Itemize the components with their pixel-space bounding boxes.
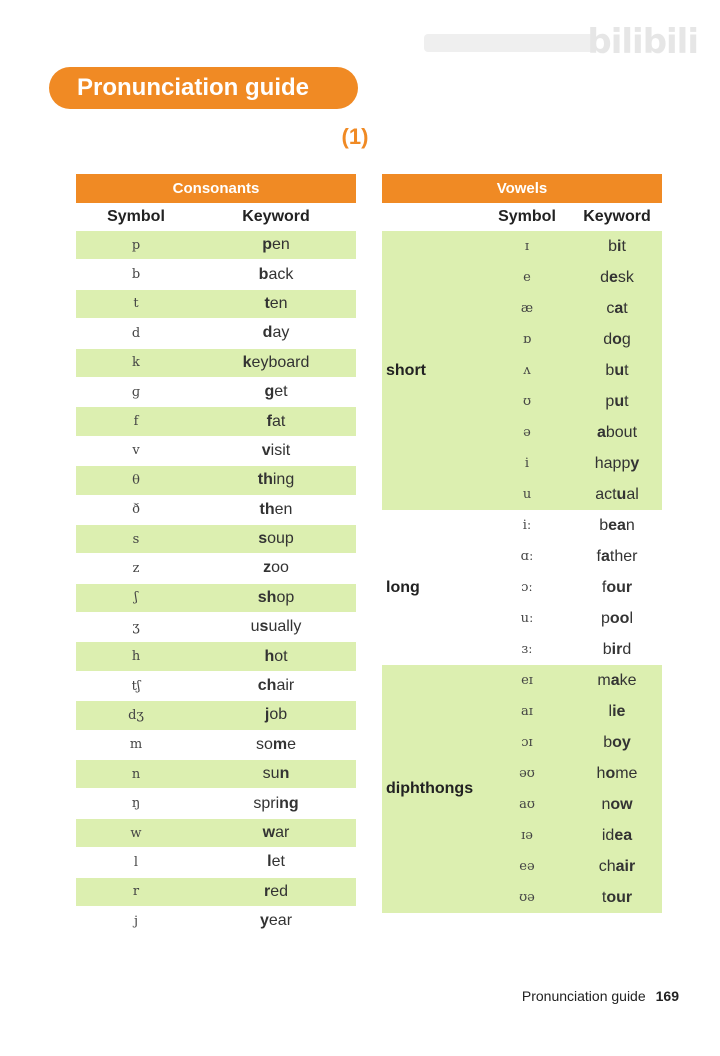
vowel-keyword: make <box>572 665 662 696</box>
consonant-row <box>76 554 356 583</box>
consonant-symbol: d <box>76 319 196 348</box>
watermark-blur <box>424 34 594 52</box>
vowel-keyword: but <box>572 355 662 386</box>
vowel-keyword: lie <box>572 696 662 727</box>
consonant-row <box>76 348 356 377</box>
page-footer <box>522 988 679 1004</box>
vowel-keyword: four <box>601 578 633 596</box>
consonant-keyword: get <box>196 377 356 406</box>
consonant-row <box>76 642 356 671</box>
consonant-symbol: p <box>76 231 196 260</box>
consonant-keyword: keyboard <box>196 348 356 377</box>
vowel-group-long: long <box>386 578 420 596</box>
consonant-row <box>76 231 356 260</box>
vowel-keyword: bird <box>602 640 632 658</box>
consonant-symbol: m <box>76 730 196 759</box>
consonant-symbol: ɡ <box>76 377 196 406</box>
consonant-symbol: h <box>76 642 196 671</box>
consonant-row <box>76 760 356 789</box>
consonant-row <box>76 613 356 642</box>
vowel-symbol: ɑː <box>520 549 534 564</box>
consonants-symbol-heading: Symbol <box>107 208 165 225</box>
vowel-keyword: now <box>572 789 662 820</box>
vowel-row <box>382 510 662 541</box>
consonant-keyword: fat <box>196 407 356 436</box>
consonant-row <box>76 877 356 906</box>
consonant-symbol: f <box>76 407 196 436</box>
vowel-keyword: boy <box>572 727 662 758</box>
page-number: 169 <box>655 988 679 1004</box>
vowel-keyword: dog <box>572 324 662 355</box>
vowels-keyword-heading: Keyword <box>583 208 651 225</box>
consonant-keyword: hot <box>196 642 356 671</box>
consonants-table <box>76 174 356 936</box>
consonant-symbol: tʃ <box>76 671 196 700</box>
vowel-symbol: ɒ <box>482 324 572 355</box>
vowel-symbol: aɪ <box>482 696 572 727</box>
consonant-symbol: ŋ <box>76 789 196 818</box>
footer-label: Pronunciation guide <box>521 988 646 1004</box>
consonant-symbol: n <box>76 760 196 789</box>
vowel-symbol: aʊ <box>482 789 572 820</box>
vowel-symbol: ɜː <box>521 642 533 657</box>
vowels-symbol-heading: Symbol <box>498 208 556 225</box>
vowel-keyword: happy <box>572 448 662 479</box>
consonant-row <box>76 260 356 289</box>
vowels-group-heading <box>382 203 482 231</box>
consonant-row <box>76 671 356 700</box>
consonant-keyword: usually <box>196 613 356 642</box>
consonant-keyword: sun <box>196 760 356 789</box>
vowel-symbol: ʌ <box>482 355 572 386</box>
vowel-row <box>382 231 662 262</box>
consonant-row <box>76 495 356 524</box>
consonant-row <box>76 524 356 553</box>
consonant-symbol: j <box>76 906 196 935</box>
consonant-keyword: back <box>196 260 356 289</box>
bilibili-watermark: bilibili <box>587 22 698 62</box>
consonant-row <box>76 289 356 318</box>
consonant-symbol: r <box>76 877 196 906</box>
consonant-symbol: ʒ <box>76 613 196 642</box>
consonant-symbol: v <box>76 436 196 465</box>
vowel-symbol: ʊ <box>482 386 572 417</box>
vowel-keyword: idea <box>572 820 662 851</box>
vowel-symbol: iː <box>522 518 532 533</box>
consonant-keyword: chair <box>196 671 356 700</box>
vowel-symbol: əʊ <box>482 758 572 789</box>
vowel-keyword: bit <box>572 231 662 262</box>
consonant-row <box>76 730 356 759</box>
consonant-keyword: soup <box>196 524 356 553</box>
consonant-keyword: war <box>196 818 356 847</box>
vowel-symbol: eɪ <box>482 665 572 696</box>
consonant-row <box>76 583 356 612</box>
vowel-symbol: æ <box>482 293 572 324</box>
vowel-keyword: tour <box>572 882 662 913</box>
consonant-symbol: w <box>76 818 196 847</box>
consonant-symbol: dʒ <box>76 701 196 730</box>
vowel-keyword: bean <box>599 516 635 534</box>
section-number: (1) <box>341 124 369 149</box>
consonant-row <box>76 436 356 465</box>
consonant-keyword: year <box>196 906 356 935</box>
vowel-row <box>382 665 662 696</box>
vowels-header: Vowels <box>382 174 662 203</box>
vowel-symbol: u <box>482 479 572 510</box>
vowel-symbol: e <box>482 262 572 293</box>
vowel-keyword: put <box>572 386 662 417</box>
vowel-keyword: home <box>572 758 662 789</box>
consonant-keyword: red <box>196 877 356 906</box>
consonant-keyword: spring <box>196 789 356 818</box>
page-title: Pronunciation guide <box>49 67 358 109</box>
consonant-row <box>76 848 356 877</box>
consonant-symbol: t <box>76 289 196 318</box>
vowel-keyword: pool <box>600 609 633 627</box>
consonant-row <box>76 818 356 847</box>
consonant-symbol: b <box>76 260 196 289</box>
vowel-keyword: cat <box>572 293 662 324</box>
consonant-symbol: ʃ <box>76 583 196 612</box>
consonant-symbol: ð <box>76 495 196 524</box>
vowel-symbol: uː <box>520 611 534 626</box>
vowel-group-short: short <box>382 231 482 510</box>
vowels-table <box>382 174 662 913</box>
consonant-symbol: z <box>76 554 196 583</box>
vowel-keyword: desk <box>572 262 662 293</box>
consonant-row <box>76 906 356 935</box>
consonant-row <box>76 701 356 730</box>
consonants-keyword-heading: Keyword <box>242 208 310 225</box>
consonant-row <box>76 789 356 818</box>
consonant-keyword: visit <box>196 436 356 465</box>
consonants-header: Consonants <box>76 174 356 203</box>
vowel-symbol: ɔɪ <box>482 727 572 758</box>
vowel-symbol: ə <box>482 417 572 448</box>
consonant-keyword: thing <box>196 466 356 495</box>
consonant-symbol: k <box>76 348 196 377</box>
consonant-keyword: zoo <box>196 554 356 583</box>
consonant-symbol: s <box>76 524 196 553</box>
consonant-keyword: day <box>196 319 356 348</box>
consonant-row <box>76 407 356 436</box>
vowel-symbol: ɪ <box>482 231 572 262</box>
vowel-keyword: chair <box>572 851 662 882</box>
consonant-keyword: shop <box>196 583 356 612</box>
vowel-symbol: ʊə <box>482 882 572 913</box>
consonant-row <box>76 466 356 495</box>
consonant-symbol: l <box>76 848 196 877</box>
consonant-row <box>76 319 356 348</box>
consonant-symbol: θ <box>76 466 196 495</box>
consonant-keyword: let <box>196 848 356 877</box>
consonant-keyword: then <box>196 495 356 524</box>
consonant-keyword: ten <box>196 289 356 318</box>
consonant-keyword: job <box>196 701 356 730</box>
consonant-keyword: pen <box>196 231 356 260</box>
vowel-group-diphthongs: diphthongs <box>382 665 482 913</box>
vowel-keyword: actual <box>572 479 662 510</box>
vowel-keyword: about <box>572 417 662 448</box>
vowel-symbol: eə <box>482 851 572 882</box>
vowel-symbol: i <box>482 448 572 479</box>
vowel-symbol: ɔː <box>521 580 533 595</box>
vowel-keyword: father <box>596 547 638 565</box>
consonant-keyword: some <box>196 730 356 759</box>
consonant-row <box>76 377 356 406</box>
vowel-symbol: ɪə <box>482 820 572 851</box>
